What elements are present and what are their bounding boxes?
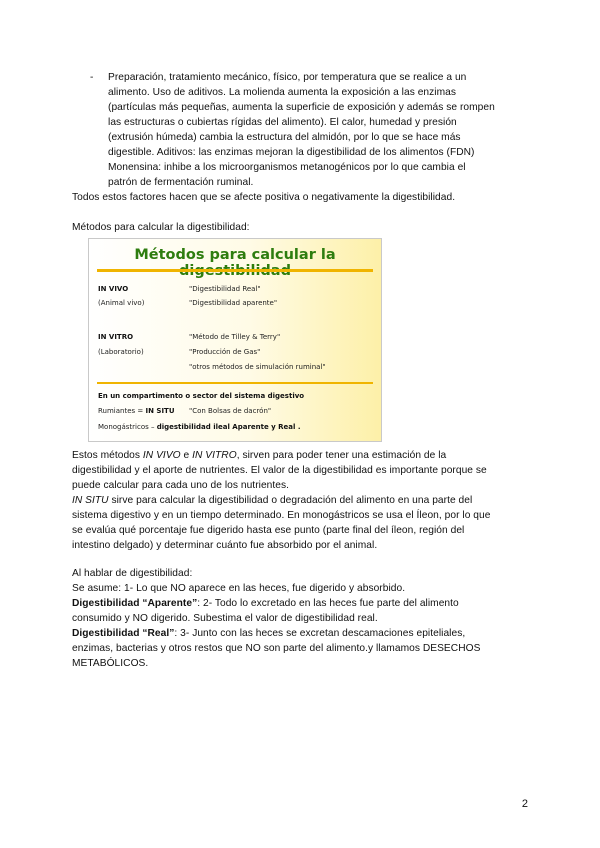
rumiantes-line xyxy=(98,407,175,415)
bullet-line: alimento. Uso de aditivos. La molienda aumenta la exposición a las enzimas xyxy=(108,87,456,98)
text-run: sirve para calcular la digestibilidad o degradación del alimento en una parte del xyxy=(108,495,473,506)
text-line xyxy=(72,626,532,641)
text-line: METABÓLICOS. xyxy=(72,658,149,669)
animal-vivo-label: (Animal vivo) xyxy=(98,299,145,307)
bullet-line: Monensina: inhibe a los microorganismos metanogénicos por lo que cambia el xyxy=(108,162,466,173)
text-run-italic: IN VITRO xyxy=(192,450,237,461)
text-run: Estos métodos xyxy=(72,450,143,461)
bullet-line: Preparación, tratamiento mecánico, físico, por temperatura que se realice a un xyxy=(108,72,467,83)
in-situ-label: IN SITU xyxy=(145,407,175,415)
bullet-line: (extrusión húmeda) cambia la estructura del almidón, por lo que se hace más xyxy=(108,132,461,143)
text-line xyxy=(72,448,532,463)
text-line: sistema digestivo y en un tiempo determinado. En monogástricos se usa el Íleon, por lo que xyxy=(72,510,491,521)
in-vitro-label: IN VITRO xyxy=(98,333,134,341)
compartimento-heading: En un compartimento o sector del sistema digestivo xyxy=(98,392,305,400)
text-run-italic: IN SITU xyxy=(72,495,109,506)
text-line: Al hablar de digestibilidad: xyxy=(72,568,193,579)
paragraph-methods xyxy=(72,448,532,553)
page-number: 2 xyxy=(521,798,528,810)
tilley-item: "Método de Tilley & Terry" xyxy=(189,333,281,341)
text-line xyxy=(72,493,532,508)
text-run-italic: IN VIVO xyxy=(142,450,181,461)
bullet-line: patrón de fermentación ruminal. xyxy=(108,177,254,188)
text-line: puede calcular para cada uno de los nutrientes. xyxy=(72,480,289,491)
rumiantes-label: Rumiantes = xyxy=(98,407,146,415)
bullet-line: las estructuras o cubiertas rígidas del alimento). El calor, humedad y presión xyxy=(108,117,457,128)
otros-item: "otros métodos de simulación ruminal" xyxy=(189,363,326,371)
bullet-text xyxy=(108,70,533,190)
factors-sentence: Todos estos factores hacen que se afecte positiva o negativamente la digestibilidad. xyxy=(72,192,456,203)
bullet-line: (partículas más pequeñas, aumenta la superficie de exposición y además se rompen xyxy=(108,102,495,113)
methods-intro: Métodos para calcular la digestibilidad: xyxy=(72,222,250,233)
gas-item: "Producción de Gas" xyxy=(189,348,261,356)
monogastricos-label: Monogástricos – xyxy=(98,423,157,431)
text-run: e xyxy=(180,450,193,461)
text-run: : 3- Junto con las heces se excretan descamaciones epiteliales, xyxy=(174,628,466,639)
text-line: se evalúa qué porcentaje fue digerido hasta ese punto (parte final del íleon, región del xyxy=(72,525,465,536)
figure-separator xyxy=(97,382,373,384)
monogastricos-line xyxy=(98,423,301,431)
methods-figure xyxy=(88,238,382,442)
text-run: : 2- Todo lo excretado en las heces fue parte del alimento xyxy=(197,598,459,609)
text-line xyxy=(72,596,532,611)
ileal-label: digestibilidad ileal Aparente y Real . xyxy=(156,423,301,431)
text-line: consumido y NO digerido. Subestima el valor de digestibilidad real. xyxy=(72,613,378,624)
dig-aparente-item: "Digestibilidad aparente" xyxy=(189,299,278,307)
text-line: Se asume: 1- Lo que NO aparece en las heces, fue digerido y absorbido. xyxy=(72,583,406,594)
text-run-bold: Digestibilidad “Aparente” xyxy=(72,598,198,609)
paragraph-digestibility xyxy=(72,566,532,671)
in-vivo-label: IN VIVO xyxy=(98,285,129,293)
laboratorio-label: (Laboratorio) xyxy=(98,348,144,356)
text-line: intestino delgado) y determinar cuánto fue absorbido por el animal. xyxy=(72,540,378,551)
text-run-bold: Digestibilidad “Real” xyxy=(72,628,175,639)
text-line: digestibilidad y el aporte de nutrientes. El valor de la digestibilidad es importante porque se xyxy=(72,465,487,476)
dig-real-item: "Digestibilidad Real" xyxy=(189,285,261,293)
bullet-line: digestible. Aditivos: las enzimas mejoran la digestibilidad de los alimentos (FDN) xyxy=(108,147,475,158)
bolsas-item: "Con Bolsas de dacrón" xyxy=(189,407,272,415)
text-line: enzimas, bacterias y otros restos que NO son parte del alimento.y llamamos DESECHOS xyxy=(72,643,481,654)
figure-title: Métodos para calcular la xyxy=(134,247,336,263)
figure-title-rule xyxy=(97,269,373,272)
bullet-dash: - xyxy=(90,72,94,83)
text-run: , sirven para poder tener una estimación de la xyxy=(236,450,447,461)
